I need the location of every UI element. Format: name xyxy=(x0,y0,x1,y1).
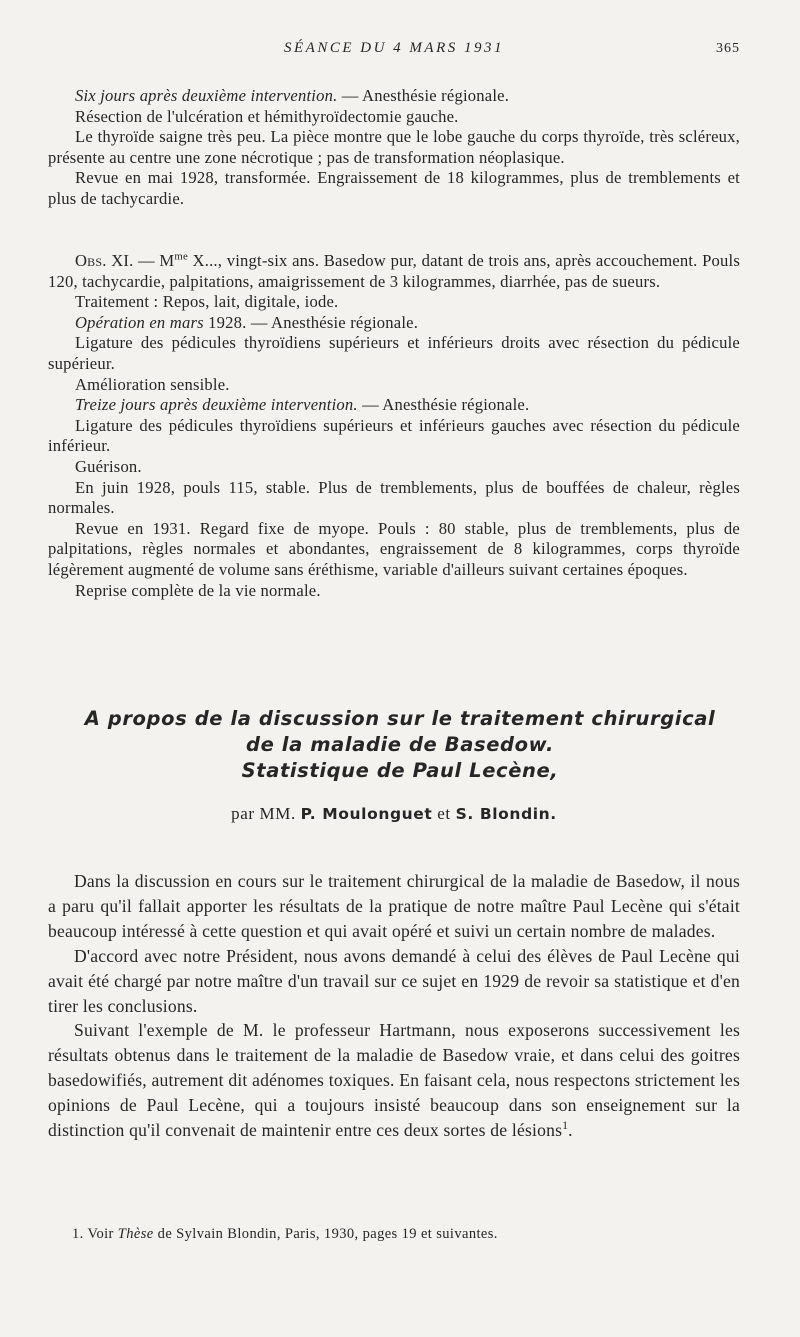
paragraph xyxy=(48,86,740,107)
authors-line xyxy=(48,804,740,824)
text-run: . xyxy=(568,1120,573,1141)
text-run: 1928. — Anesthésie régionale. xyxy=(203,312,419,332)
superscript: me xyxy=(174,250,188,263)
italic-label: Opération en mars xyxy=(75,312,204,332)
observation-x-continued xyxy=(48,86,740,210)
obs-label: Obs. XI. xyxy=(75,251,134,270)
paragraph xyxy=(48,251,740,292)
footnote-reference: 1 xyxy=(562,1120,569,1133)
article-body xyxy=(48,869,740,1143)
title-line: A propos de la discussion sur le traitement chirurgical xyxy=(84,707,716,730)
paragraph: Ligature des pédicules thyroïdiens supérieurs et inférieurs gauches avec résection du pédicule inférieur. xyxy=(48,415,740,456)
title-line: Statistique de Paul Lecène, xyxy=(241,759,559,782)
paragraph: Dans la discussion en cours sur le traitement chirurgical de la maladie de Basedow, il nous a paru qu'il fallait apporter les résultats de la pratique de notre maître Paul Lecène qui s'était beaucoup intéressé à cette question et qui avait opéré et suivi un certain nombre de malades. xyxy=(48,871,740,941)
italic-word: Thèse xyxy=(117,1226,154,1242)
paragraph xyxy=(48,1018,740,1143)
paragraph: Guérison. xyxy=(75,456,142,476)
paragraph: Amélioration sensible. xyxy=(75,374,230,394)
paragraph: D'accord avec notre Président, nous avons demandé à celui des élèves de Paul Lecène qui avait été chargé par notre maître d'un travail sur ce sujet en 1929 de revoir sa statistique et d'en tirer les conclusions. xyxy=(48,945,740,1016)
footnote xyxy=(72,1226,752,1243)
article-title xyxy=(40,706,760,784)
text-run: Voir xyxy=(83,1226,118,1242)
italic-label: Treize jours après deuxième intervention. xyxy=(75,395,358,415)
running-head xyxy=(48,40,740,64)
paragraph: Reprise complète de la vie normale. xyxy=(75,580,321,600)
text-run: de Sylvain Blondin, Paris, 1930, pages 19 et suivantes. xyxy=(153,1226,498,1242)
authors-joiner: et xyxy=(432,804,456,823)
paragraph: En juin 1928, pouls 115, stable. Plus de tremblements, plus de bouffées de chaleur, règles normales. xyxy=(48,477,740,518)
observation-xi xyxy=(48,251,740,601)
text-run: — M xyxy=(133,251,175,270)
author-name: P. Moulonguet xyxy=(300,805,433,823)
footnote-number: 1. xyxy=(72,1226,84,1242)
text-run: X..., vingt-six ans. Basedow pur, datant de trois ans, après accouchement. Pouls 120, tachycardie, palpitations, amaigrissement de 3 kilogrammes, diarrhée, pas de sueurs. xyxy=(48,251,741,291)
authors-prefix: par MM. xyxy=(231,804,301,823)
paragraph: Ligature des pédicules thyroïdiens supérieurs et inférieurs droits avec résection du pédicule supérieur. xyxy=(48,333,740,373)
page-number: 365 xyxy=(716,41,740,56)
paragraph xyxy=(48,395,740,416)
running-title: SÉANCE DU 4 MARS 1931 xyxy=(284,40,504,56)
italic-label: Six jours après deuxième intervention. xyxy=(75,86,338,105)
text-run: — Anesthésie régionale. xyxy=(357,395,530,415)
paragraph xyxy=(48,313,740,334)
paragraph: Résection de l'ulcération et hémithyroïdectomie gauche. xyxy=(75,106,459,126)
title-line: de la maladie de Basedow. xyxy=(246,733,554,756)
text-run: — Anesthésie régionale. xyxy=(337,86,510,105)
paragraph: Revue en 1931. Regard fixe de myope. Pouls : 80 stable, plus de tremblements, plus de palpitations, règles normales et abondantes, engraissement de 8 kilogrammes, corps thyroïde légèrement augmenté de volume sans éréthisme, variable d'ailleurs suivant certaines époques. xyxy=(48,518,740,579)
paragraph: Traitement : Repos, lait, digitale, iode. xyxy=(75,292,339,312)
author-name: S. Blondin. xyxy=(455,805,557,823)
paragraph: Le thyroïde saigne très peu. La pièce montre que le lobe gauche du corps thyroïde, très scléreux, présente au centre une zone nécrotique ; pas de transformation néoplasique. xyxy=(48,127,740,167)
text-run: Suivant l'exemple de M. le professeur Hartmann, nous exposerons successivement les résultats obtenus dans le traitement de la maladie de Basedow vraie, et dans celui des goitres basedowifiés, autrement dit adénomes toxiques. En faisant cela, nous respectons strictement les opinions de Paul Lecène, qui a toujours insisté beaucoup dans son enseignement sur la distinction qu'il convenait de maintenir entre ces deux sortes de lésions xyxy=(48,1020,740,1141)
paragraph: Revue en mai 1928, transformée. Engraissement de 18 kilogrammes, plus de tremblements et plus de tachycardie. xyxy=(48,168,740,208)
